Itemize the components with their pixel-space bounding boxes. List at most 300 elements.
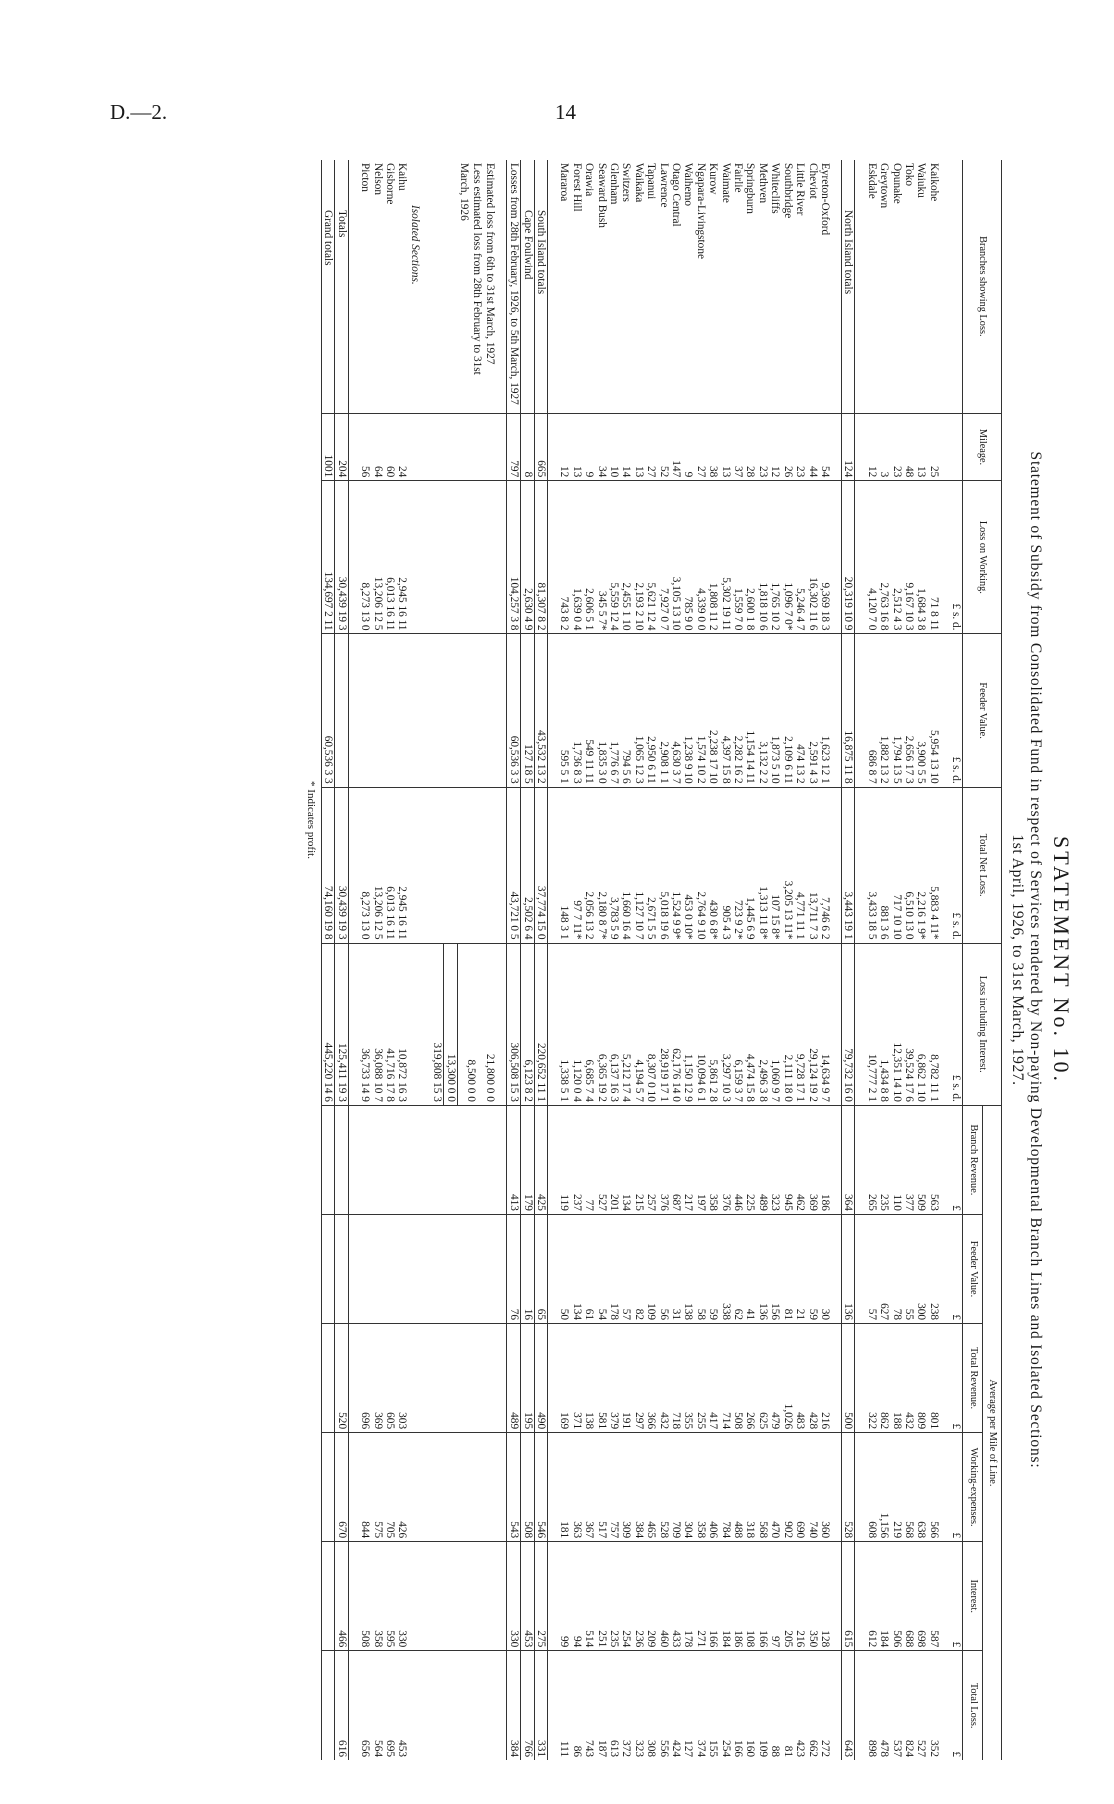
table-cell (431, 481, 444, 634)
table-cell: 2,671 5 5 (645, 787, 657, 943)
table-cell: 4,474 15 8 (744, 943, 756, 1105)
net-estimated-row (444, 160, 457, 1760)
table-cell: 506 (890, 1542, 902, 1651)
table-cell (322, 1542, 335, 1651)
table-cell: 3,205 13 11* (781, 787, 793, 943)
table-cell: 79,732 16 0 (841, 943, 854, 1105)
table-cell: 235 (878, 1105, 890, 1214)
table-cell: 1,524 9 9* (670, 787, 682, 943)
table-cell (457, 481, 483, 634)
table-cell: 237 (570, 1105, 582, 1214)
table-cell: Grand totals (322, 160, 335, 413)
table-cell: 1,127 10 7 (632, 787, 644, 943)
table-cell (371, 1105, 383, 1214)
table-cell: 297 (632, 1324, 644, 1433)
table-cell (444, 1324, 457, 1433)
table-cell: 2,282 16 2 (732, 634, 744, 787)
table-cell: 432 (903, 1324, 915, 1433)
table-cell: 4,120 7 0 (865, 481, 877, 634)
avg-group-header: Average per Mile of Line. (982, 1105, 1001, 1760)
table-cell: 271 (694, 1542, 706, 1651)
table-cell: Southbridge (781, 163, 794, 219)
table-cell: 6,685 7 4 (583, 943, 595, 1105)
table-cell: 61 (583, 1214, 595, 1323)
table-cell: 432 (657, 1324, 669, 1433)
table-cell: 14,634 9 7 (819, 943, 831, 1105)
table-cell: 2,111 18 0 (781, 943, 793, 1105)
table-cell: 64 (371, 413, 383, 481)
table-cell (396, 1214, 408, 1323)
cape-foulwind-row (521, 160, 534, 1760)
col-feeder-avg: Feeder Value. (963, 1214, 982, 1323)
table-cell: 3,297 10 3 (719, 943, 731, 1105)
col-branch: Branches showing Loss. (963, 160, 1002, 413)
table-cell (431, 413, 444, 481)
table-cell: 216 (819, 1324, 831, 1433)
table-cell: 29,124 19 2 (806, 943, 818, 1105)
currency-cell: £ (950, 1324, 963, 1433)
table-cell: 514 (583, 1542, 595, 1651)
table-cell: 108 (744, 1542, 756, 1651)
table-cell: 595 (384, 1542, 396, 1651)
table-cell: 41,716 17 8 (384, 943, 396, 1105)
table-cell: 9,167 10 3 (903, 481, 915, 634)
table-cell: 81 (781, 1651, 793, 1760)
spacer-row (421, 160, 431, 1760)
table-cell: 13 (632, 413, 644, 481)
table-cell: 384 (632, 1433, 644, 1542)
table-cell: 377 (903, 1105, 915, 1214)
table-cell (457, 1651, 483, 1760)
table-cell: Kaihu (396, 163, 409, 191)
table-cell: 2,763 16 8 (878, 481, 890, 634)
table-cell: 155 (707, 1651, 719, 1760)
table-cell: 30 (819, 1214, 831, 1323)
table-cell: 14 (620, 413, 632, 481)
table-cell: 372 (620, 1651, 632, 1760)
col-working-expenses: Working-expenses. (963, 1433, 982, 1542)
table-cell: 945 (781, 1105, 793, 1214)
table-cell: Cheviot (806, 163, 819, 199)
table-cell: 78 (890, 1214, 902, 1323)
table-cell: 2,109 6 11 (781, 634, 793, 787)
table-cell: 2,656 17 3 (903, 634, 915, 787)
table-cell: 453 (521, 1542, 534, 1651)
table-cell: 355 (682, 1324, 694, 1433)
table-cell: Fairlie (732, 163, 745, 193)
table-cell: 71 8 11 (927, 481, 939, 634)
table-cell (408, 943, 420, 1105)
north-island-totals-row (841, 160, 854, 1760)
col-total-revenue: Total Revenue. (963, 1324, 982, 1433)
table-cell (396, 1105, 408, 1214)
table-cell: 425 (534, 1105, 547, 1214)
table-cell: 743 (583, 1651, 595, 1760)
spacer-row (940, 160, 950, 1760)
table-cell: 500 (841, 1324, 854, 1433)
table-cell (408, 1105, 420, 1214)
table-cell: 801 (927, 1324, 939, 1433)
table-cell: 527 (915, 1651, 927, 1760)
table-cell: 369 (371, 1324, 383, 1433)
table-cell: 300 (915, 1214, 927, 1323)
table-cell: 8 (521, 413, 534, 481)
spacer-row (831, 160, 842, 1760)
table-cell: 595 5 1 (558, 634, 570, 787)
table-row (819, 160, 831, 1760)
table-cell: 881 3 6 (878, 787, 890, 943)
table-cell: Ngapara-Livingstone (694, 163, 707, 259)
table-cell: 2,945 16 11 (396, 787, 408, 943)
table-cell: 50 (558, 1214, 570, 1323)
table-cell (431, 1105, 444, 1214)
table-cell: 319,808 15 3 (431, 943, 444, 1105)
table-row (384, 160, 396, 1760)
table-cell: 219 (890, 1433, 902, 1542)
table-cell: 898 (865, 1651, 877, 1760)
table-cell: 119 (558, 1105, 570, 1214)
table-row (757, 160, 769, 1760)
table-cell: 358 (371, 1542, 383, 1651)
table-cell: 1,313 11 8* (757, 787, 769, 943)
table-cell: 16,875 11 8 (841, 634, 854, 787)
table-cell: 322 (865, 1324, 877, 1433)
table-cell (483, 1324, 496, 1433)
table-cell (408, 634, 420, 787)
table-cell: 366 (645, 1324, 657, 1433)
table-cell: Greytown (878, 163, 891, 209)
table-cell (483, 634, 496, 787)
table-cell: 97 7 11* (570, 787, 582, 943)
table-cell: Waihemo (682, 163, 695, 207)
table-cell: 1,765 10 2 (769, 481, 781, 634)
table-cell: 1,574 10 2 (694, 634, 706, 787)
table-row (620, 160, 632, 1760)
table-cell: 186 (819, 1105, 831, 1214)
currency-cell: £ s. d. (950, 943, 963, 1105)
table-cell: 25 (927, 413, 939, 481)
table-cell (335, 634, 348, 787)
table-cell (322, 1651, 335, 1760)
table-cell: 187 (595, 1651, 607, 1760)
table-cell: 127 18 5 (521, 634, 534, 787)
table-cell: North Island totals (841, 160, 854, 413)
table-cell: 338 (719, 1214, 731, 1323)
table-cell: 10 (608, 413, 620, 481)
table-cell: 54 (595, 1214, 607, 1323)
table-cell: 688 (903, 1542, 915, 1651)
table-cell: 184 (878, 1542, 890, 1651)
table-cell: 8,500 0 0 (457, 943, 483, 1105)
table-cell (408, 787, 420, 943)
table-cell: 5,018 19 6 (657, 787, 669, 943)
table-cell: 360 (819, 1433, 831, 1542)
table-cell (371, 634, 383, 787)
table-cell: 1,639 0 4 (570, 481, 582, 634)
table-cell: 209 (645, 1542, 657, 1651)
table-cell: 74,160 19 8 (322, 787, 335, 943)
statement-title: STATEMENT No. 10. (1049, 835, 1074, 1085)
table-cell: 1,835 3 0 (595, 634, 607, 787)
table-cell (322, 1324, 335, 1433)
table-cell: 568 (903, 1433, 915, 1542)
table-cell: Kaikohe (927, 163, 940, 202)
table-cell: 13,206 12 5 (371, 481, 383, 634)
table-row (927, 160, 939, 1760)
table-cell: 10,094 6 1 (694, 943, 706, 1105)
table-cell: 323 (769, 1105, 781, 1214)
table-row (915, 160, 927, 1760)
table-cell: 178 (682, 1542, 694, 1651)
table-cell (359, 1214, 371, 1323)
table-cell: 23 (757, 413, 769, 481)
table-row (570, 160, 582, 1760)
table-cell: 488 (732, 1433, 744, 1542)
table-cell: 608 (865, 1433, 877, 1542)
table-cell: 718 (670, 1324, 682, 1433)
table-cell: 38 (707, 413, 719, 481)
table-cell: 215 (632, 1105, 644, 1214)
currency-cell: £ (950, 1214, 963, 1323)
table-cell: 48 (903, 413, 915, 481)
statement-period: 1st April, 1926, to 31st March, 1927. (1009, 834, 1026, 1086)
table-row (608, 160, 620, 1760)
table-cell: 308 (645, 1651, 657, 1760)
table-cell (431, 1542, 444, 1651)
table-cell (359, 1105, 371, 1214)
spacer-row (348, 160, 359, 1760)
table-cell: 255 (694, 1324, 706, 1433)
table-cell: 363 (570, 1433, 582, 1542)
table-cell: 2,193 2 10 (632, 481, 644, 634)
table-cell: 21 (794, 1214, 806, 1323)
page-code: D.—2. (110, 100, 168, 124)
table-cell: 902 (781, 1433, 793, 1542)
table-cell (431, 1214, 444, 1323)
table-cell: 428 (806, 1324, 818, 1433)
table-cell: Seaward Bush (595, 163, 608, 228)
table-cell: 3,783 5 9 (608, 787, 620, 943)
table-cell: 201 (608, 1105, 620, 1214)
table-cell: 136 (841, 1214, 854, 1323)
table-cell: 178 (608, 1214, 620, 1323)
table-cell: 1,445 6 9 (744, 787, 756, 943)
table-cell: 6,862 1 10 (915, 943, 927, 1105)
table-cell (483, 787, 496, 943)
table-cell: 138 (583, 1324, 595, 1433)
table-cell: 109 (757, 1651, 769, 1760)
table-cell: 94 (570, 1542, 582, 1651)
table-cell: 147 (670, 413, 682, 481)
table-cell: 76 (507, 1214, 521, 1323)
table-cell: 3,900 5 5 (915, 634, 927, 787)
isolated-heading-row (408, 160, 420, 1760)
table-cell: 9,369 18 3 (819, 481, 831, 634)
table-cell: 27 (645, 413, 657, 481)
table-cell (384, 1214, 396, 1323)
table-cell: 1,120 0 4 (570, 943, 582, 1105)
table-cell: 2,950 6 11 (645, 634, 657, 787)
table-cell: 266 (744, 1324, 756, 1433)
table-cell (457, 787, 483, 943)
table-cell: 460 (657, 1542, 669, 1651)
table-cell: Eskdale (865, 163, 878, 199)
spacer-row (855, 160, 866, 1760)
table-cell: 204 (335, 413, 348, 481)
table-cell: 109 (645, 1214, 657, 1323)
table-cell (483, 481, 496, 634)
table-row (769, 160, 781, 1760)
table-cell: 236 (632, 1542, 644, 1651)
table-cell: 30,439 19 3 (335, 787, 348, 943)
table-cell: 616 (335, 1651, 348, 1760)
table-cell: 424 (670, 1651, 682, 1760)
table-cell (444, 1214, 457, 1323)
table-cell (371, 1214, 383, 1323)
table-cell (408, 1324, 420, 1433)
currency-cell: £ (950, 1542, 963, 1651)
table-cell: 384 (507, 1651, 521, 1760)
table-cell: 5,883 4 11* (927, 787, 939, 943)
table-cell: 2,056 13 2 (583, 787, 595, 943)
estimated-loss-row (483, 160, 496, 1760)
table-cell: 528 (657, 1433, 669, 1542)
table-cell: 3,132 2 2 (757, 634, 769, 787)
table-cell: 21,800 0 0 (483, 943, 496, 1105)
table-cell: 2,180 8 7* (595, 787, 607, 943)
table-cell: 417 (707, 1324, 719, 1433)
table-cell: Eyreton-Oxford (818, 163, 831, 236)
table-row (794, 160, 806, 1760)
table-cell: 6,123 8 2 (521, 943, 534, 1105)
col-feeder: Feeder Value. (963, 634, 1002, 787)
table-cell: 37,774 15 0 (534, 787, 547, 943)
table-cell: 77 (583, 1105, 595, 1214)
table-cell: 156 (769, 1214, 781, 1323)
table-cell: Gisborne (384, 163, 397, 205)
currency-cell: £ (950, 1651, 963, 1760)
table-cell: 627 (878, 1214, 890, 1323)
table-cell: 1,623 12 1 (819, 634, 831, 787)
table-cell: Whitecliffs (769, 163, 782, 214)
table-cell: 134 (570, 1214, 582, 1323)
table-cell: 453 0 10* (682, 787, 694, 943)
table-cell: 6,013 16 11 (384, 481, 396, 634)
table-cell: 757 (608, 1433, 620, 1542)
table-cell: 345 5 7* (595, 481, 607, 634)
table-cell: 423 (794, 1651, 806, 1760)
table-cell: 205 (781, 1542, 793, 1651)
table-body (322, 160, 963, 1760)
table-cell: 581 (595, 1324, 607, 1433)
table-cell: 686 8 7 (865, 634, 877, 787)
table-cell: 446 (732, 1105, 744, 1214)
table-row (781, 160, 793, 1760)
table-cell (408, 1433, 420, 1542)
table-cell: 766 (521, 1651, 534, 1760)
table-cell (408, 1542, 420, 1651)
table-cell (444, 1105, 457, 1214)
table-cell: 12 (558, 413, 570, 481)
table-cell: 453 (396, 1651, 408, 1760)
table-cell: 2,764 9 10 (694, 787, 706, 943)
table-cell: 12 (769, 413, 781, 481)
table-cell: 169 (558, 1324, 570, 1433)
table-cell: 110 (890, 1105, 902, 1214)
table-cell (408, 413, 420, 481)
table-cell: 160 (744, 1651, 756, 1760)
table-row (670, 160, 682, 1760)
table-cell: 134 (620, 1105, 632, 1214)
table-cell (384, 1105, 396, 1214)
table-cell: 587 (927, 1542, 939, 1651)
table-cell: 364 (841, 1105, 854, 1214)
table-cell: 55 (903, 1214, 915, 1323)
table-cell: 27 (694, 413, 706, 481)
table-cell: 179 (521, 1105, 534, 1214)
table-cell: 97 (769, 1542, 781, 1651)
table-cell: 1,736 8 3 (570, 634, 582, 787)
table-cell: 1,818 10 6 (757, 481, 769, 634)
table-cell (457, 1214, 483, 1323)
table-cell: 59 (707, 1214, 719, 1323)
table-cell: 406 (707, 1433, 719, 1542)
table-cell: 358 (707, 1105, 719, 1214)
sum-row (431, 160, 444, 1760)
table-cell: 148 3 1 (558, 787, 570, 943)
table-cell: 86 (570, 1651, 582, 1760)
table-cell: 82 (632, 1214, 644, 1323)
table-cell: 613 (608, 1651, 620, 1760)
table-cell: 2,606 5 1 (583, 481, 595, 634)
table-cell: 257 (645, 1105, 657, 1214)
table-cell: 517 (595, 1433, 607, 1542)
less-estimated-row (457, 160, 483, 1760)
table-cell: 134,697 2 11 (322, 481, 335, 634)
table-cell: 479 (769, 1324, 781, 1433)
table-cell: 13,206 12 5 (371, 787, 383, 943)
table-cell: 60,536 3 3 (322, 634, 335, 787)
table-cell: 166 (732, 1651, 744, 1760)
losses-feb-row (507, 160, 521, 1760)
table-row (359, 160, 371, 1760)
table-cell: 376 (657, 1105, 669, 1214)
table-row (694, 160, 706, 1760)
table-cell: 537 (890, 1651, 902, 1760)
table-cell: 1,096 7 0* (781, 481, 793, 634)
table-cell: 5,954 13 10 (927, 634, 939, 787)
table-cell: 520 (335, 1324, 348, 1433)
table-row (682, 160, 694, 1760)
table-cell: Lawrence (657, 163, 670, 208)
table-cell: 54 (819, 413, 831, 481)
table-cell: 217 (682, 1105, 694, 1214)
table-cell: 1,559 7 0 (732, 481, 744, 634)
table-cell: 28,919 17 1 (657, 943, 669, 1105)
table-cell: 3 (878, 413, 890, 481)
table-cell: 1,238 9 10 (682, 634, 694, 787)
table-cell: 10,872 16 3 (396, 943, 408, 1105)
table-cell: 465 (645, 1433, 657, 1542)
table-cell: 216 (794, 1542, 806, 1651)
table-cell: 483 (794, 1324, 806, 1433)
table-cell: 195 (521, 1324, 534, 1433)
currency-cell: £ s. d. (950, 634, 963, 787)
table-cell: 57 (865, 1214, 877, 1323)
table-cell: 30,439 19 3 (335, 481, 348, 634)
table-cell: 166 (757, 1542, 769, 1651)
table-cell: 8,273 13 0 (359, 481, 371, 634)
